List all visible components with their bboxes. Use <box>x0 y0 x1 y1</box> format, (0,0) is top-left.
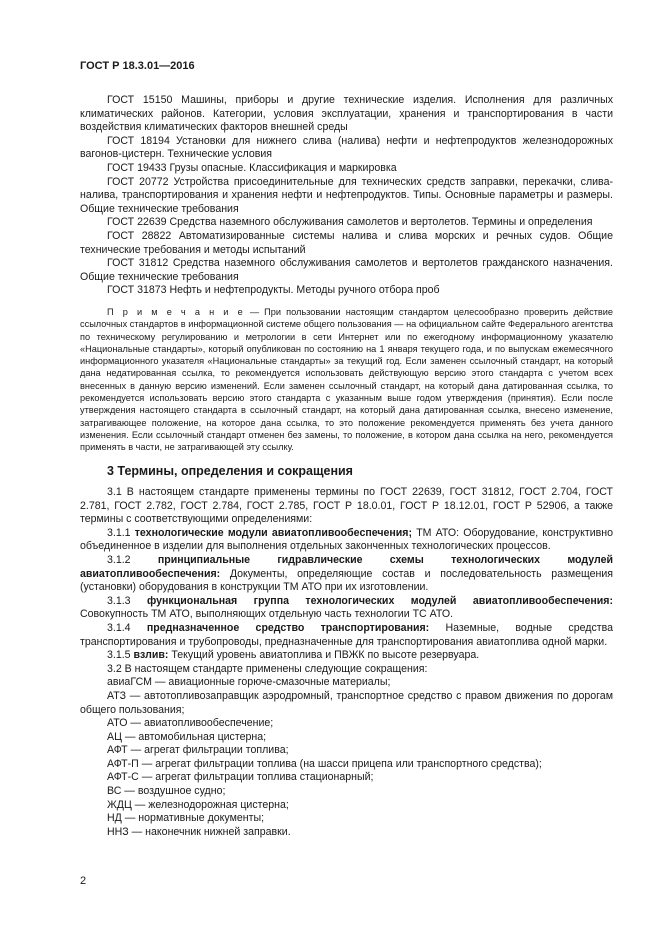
reference-item: ГОСТ 22639 Средства наземного обслуживания самолетов и вертолетов. Термины и определения <box>107 216 593 229</box>
term-text: Наземные, водные средства транспортирования и трубопроводы, предназначенные для транспортирования авиатоплива одной марки. <box>80 621 613 648</box>
term-number: 3.1.2 <box>107 553 158 566</box>
abbreviation-item: НД — нормативные документы; <box>107 812 265 825</box>
term-name: функциональная группа технологических модулей авиатопливообеспечения: <box>147 594 613 607</box>
term-name: принципиальные гидравлические схемы технологических модулей авиатопливообеспечения: <box>80 553 613 580</box>
term-number: 3.1.3 <box>107 594 147 607</box>
term-definition <box>80 554 613 595</box>
note-dash: — <box>244 306 265 317</box>
term-number: 3.1.4 <box>107 621 147 634</box>
references-block <box>80 94 613 453</box>
term-text: Текущий уровень авиатоплива и ПВЖК по высоте резервуара. <box>168 649 480 662</box>
term-name: предназначенное средство транспортирования: <box>146 621 430 634</box>
reference-item: ГОСТ 31873 Нефть и нефтепродукты. Методы ручного отбора проб <box>107 284 440 297</box>
reference-item: ГОСТ 19433 Грузы опасные. Классификация и маркировка <box>107 161 397 174</box>
note-text: При пользовании настоящим стандартом целесообразно проверить действие ссылочных стандартов в информационной системе общего пользования — на официальном сайте Федерального агентства по техническому регулированию и метрологии в сети Интернет или по ежегодному информационному указателю «Национальные стандарты», который опубликован по состоянию на 1 января текущего года, и по выпускам ежемесячного информационного указателя «Национальные стандарты» за текущий год. Если заменен ссылочный стандарт, на который дана недатированная ссылка, то рекомендуется использовать действующую версию этого стандарта с учетом всех внесенных в данную версию изменений. Если заменен ссылочный стандарт, на который дана датированная ссылка, то рекомендуется использовать версию этого стандарта с указанным выше годом утверждения (принятия). Если после утверждения настоящего стандарта в ссылочный стандарт, на который дана датированная ссылка, внесено изменение, затрагивающее положение, на которое дана ссылка, то это положение рекомендуется применять без учета данного изменения. Если ссылочный стандарт отменен без замены, то положение, в котором дана ссылка на него, рекомендуется применять в части, не затрагивающей эту ссылку. <box>80 306 613 453</box>
term-definition <box>80 649 613 663</box>
abbreviation-item: ВС — воздушное судно; <box>107 785 226 798</box>
note-paragraph <box>80 306 613 454</box>
term-name: технологические модули авиатопливообеспечения; <box>134 526 413 539</box>
term-text: Документы, определяющие состав и последовательность размещения (установки) оборудования в конструкции ТМ АТО при их изготовлении. <box>80 567 613 594</box>
abbreviation-item: АТО — авиатопливообеспечение; <box>107 717 274 730</box>
term-number: 3.1.1 <box>107 526 135 539</box>
reference-item: ГОСТ 31812 Средства наземного обслуживания самолетов и вертолетов гражданского назначения. Общие технические требования <box>80 257 613 283</box>
abbreviation-item: АФТ-П — агрегат фильтрации топлива (на шасси прицепа или транспортного средства); <box>107 757 542 770</box>
abbreviation-item: АЦ — автомобильная цистерна; <box>107 730 267 743</box>
abbreviation-item: АТЗ — автотопливозаправщик аэродромный, транспортное средство с правом движения по дорогам общего пользования; <box>80 689 613 716</box>
reference-item: ГОСТ 18194 Установки для нижнего слива (налива) нефти и нефтепродуктов железнодорожных вагонов-цистерн. Технические условия <box>80 134 613 161</box>
abbreviation-item: АФТ-С — агрегат фильтрации топлива стационарный; <box>107 771 374 784</box>
abbreviation-item: ННЗ — наконечник нижней заправки. <box>107 825 291 838</box>
term-definition <box>80 527 613 554</box>
paragraph-3-1: 3.1 В настоящем стандарте применены термины по ГОСТ 22639, ГОСТ 31812, ГОСТ 2.704, ГОСТ 2.781, ГОСТ 2.782, ГОСТ 2.784, ГОСТ 2.785, ГОСТ Р 18.0.01, ГОСТ Р 18.12.01, ГОСТ Р 52906, а также термины с соответствующими определениями: <box>80 486 613 526</box>
abbreviation-item: авиаГСМ — авиационные горюче-смазочные материалы; <box>107 676 391 689</box>
reference-item: ГОСТ 15150 Машины, приборы и другие технические изделия. Исполнения для различных климатических районов. Категории, условия эксплуатации, хранения и транспортирования в части воздействия климатических факторов внешней среды <box>80 94 613 134</box>
definitions-block <box>80 486 613 839</box>
term-number: 3.1.5 <box>107 649 134 662</box>
term-text: Совокупность ТМ АТО, выполняющих отдельную часть технологии ТС АТО. <box>80 608 454 621</box>
abbreviation-item: АФТ — агрегат фильтрации топлива; <box>107 744 289 757</box>
reference-item: ГОСТ 20772 Устройства присоединительные для технических средств заправки, перекачки, слива-налива, транспортирования и хранения нефти и нефтепродуктов. Типы. Основные параметры и размеры. Общие технические требования <box>80 175 613 215</box>
term-text: ТМ АТО: Оборудование, конструктивно объединенное в изделии для выполнения отдельных законченных технологических процессов. <box>80 526 613 553</box>
section-heading: 3 Термины, определения и сокращения <box>107 464 353 478</box>
page-number: 2 <box>80 875 87 887</box>
term-definition <box>80 622 613 649</box>
document-header: ГОСТ Р 18.3.01—2016 <box>80 60 195 72</box>
abbreviation-item: ЖДЦ — железнодорожная цистерна; <box>107 798 289 811</box>
paragraph-3-2: 3.2 В настоящем стандарте применены следующие сокращения: <box>107 662 428 675</box>
reference-item: ГОСТ 28822 Автоматизированные системы налива и слива морских и речных судов. Общие технические требования и методы испытаний <box>80 229 613 256</box>
term-name: взлив: <box>133 649 169 662</box>
term-definition <box>80 595 613 622</box>
note-label: П р и м е ч а н и е <box>107 306 245 317</box>
